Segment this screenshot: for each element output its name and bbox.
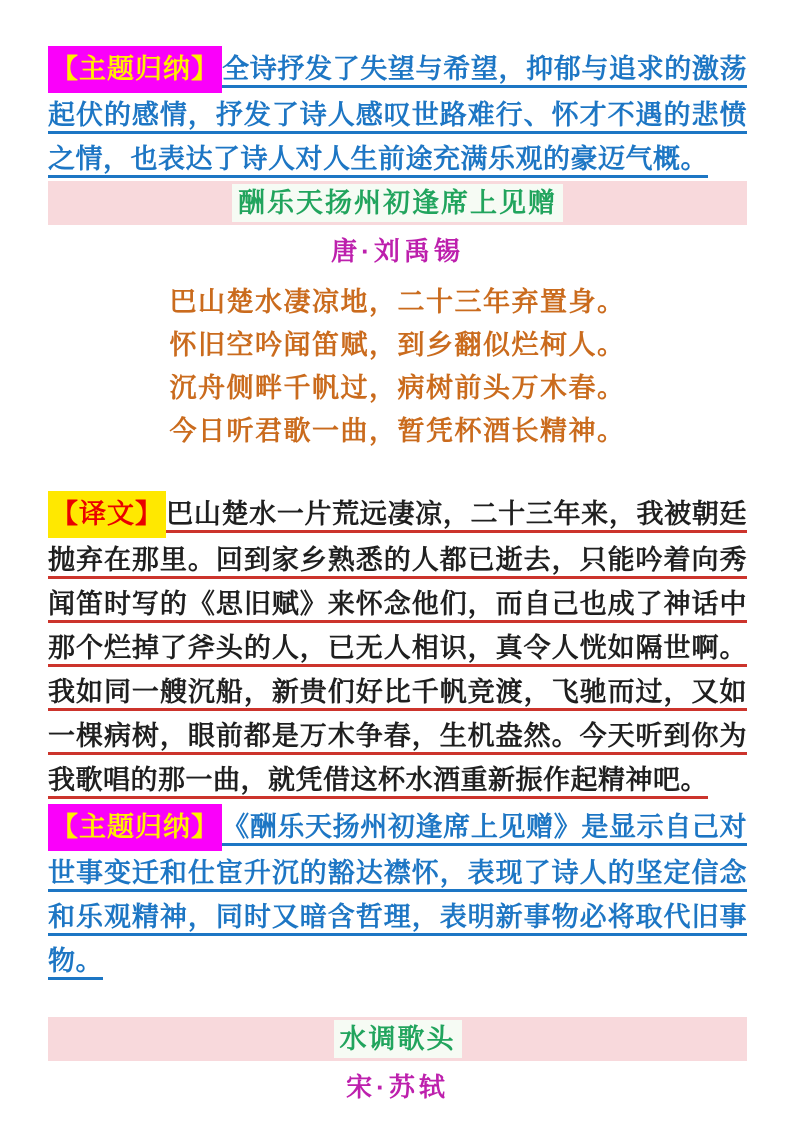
poem-line-4: 今日听君歌一曲，暂凭杯酒长精神。 — [169, 416, 626, 446]
poem-line-3: 沉舟侧畔千帆过，病树前头万木春。 — [169, 373, 626, 403]
theme-summary-1 — [48, 46, 747, 181]
theme-text-1: 全诗抒发了失望与希望，抑郁与追求的激荡起伏的感情，抒发了诗人感叹世路难行、怀才不遇的悲愤之情，也表达了诗人对人生前途充满乐观的豪迈气概。 — [48, 54, 747, 174]
translation-block — [48, 491, 747, 802]
poem1-title-banner — [48, 181, 747, 225]
poem1-author: 唐·刘禹锡 — [331, 236, 464, 266]
theme-label-1: 【主题归纳】 — [48, 46, 222, 93]
poem2-author: 宋·苏轼 — [346, 1072, 449, 1102]
translation-label: 【译文】 — [48, 491, 166, 538]
theme-summary-2 — [48, 804, 747, 983]
poem-line-1: 巴山楚水凄凉地，二十三年弃置身。 — [169, 287, 626, 317]
theme-label-2: 【主题归纳】 — [48, 804, 222, 851]
poem-line-2: 怀旧空吟闻笛赋，到乡翻似烂柯人。 — [169, 330, 626, 360]
poem1-title: 酬乐天扬州初逢席上见赠 — [232, 184, 563, 222]
poem2-title: 水调歌头 — [334, 1020, 462, 1058]
translation-text: 巴山楚水一片荒远凄凉，二十三年来，我被朝廷抛弃在那里。回到家乡熟悉的人都已逝去，只能吟着向秀闻笛时写的《思旧赋》来怀念他们，而自己也成了神话中那个烂掉了斧头的人，已无人相识，真令人恍如隔世啊。我如同一艘沉船，新贵们好比千帆竞渡，飞驰而过，又如一棵病树，眼前都是万木争春，生机盎然。今天听到你为我歌唱的那一曲，就凭借这杯水酒重新振作起精神吧。 — [48, 499, 747, 795]
theme-text-2: 《酬乐天扬州初逢席上见赠》是显示自己对世事变迁和仕宦升沉的豁达襟怀，表现了诗人的坚定信念和乐观精神，同时又暗含哲理，表明新事物必将取代旧事物。 — [48, 812, 747, 976]
poem1-body — [48, 281, 747, 453]
poem2-title-banner — [48, 1017, 747, 1061]
